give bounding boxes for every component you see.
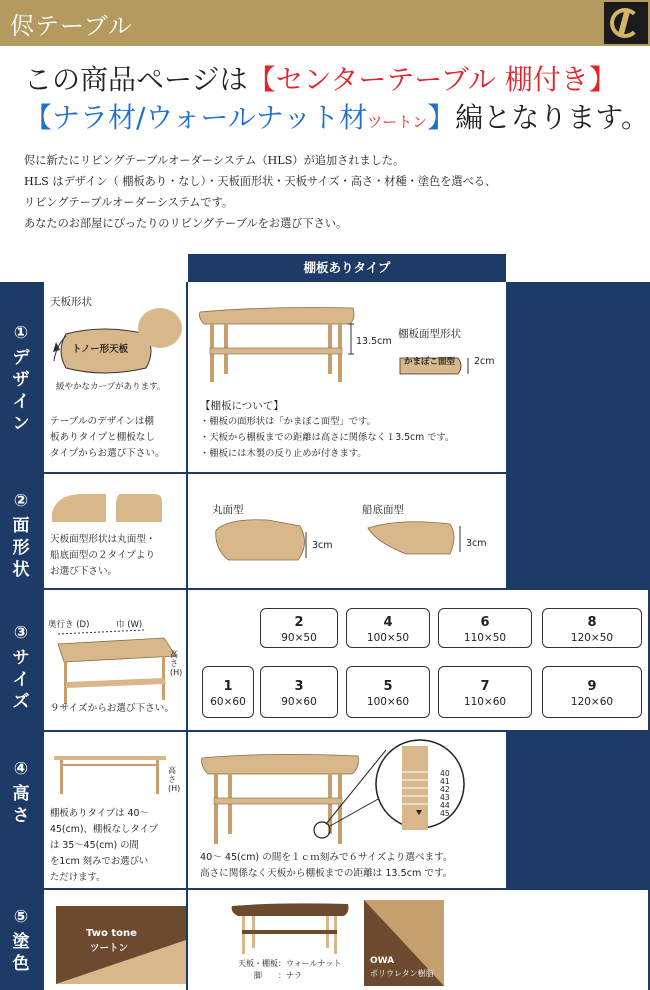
paint-caption-1: 天板・棚板：ウォールナット	[238, 959, 342, 968]
size-height-label: 高さ(H)	[170, 650, 183, 677]
edge-right-cell	[188, 474, 506, 588]
two-tone-table-illustration	[188, 894, 506, 958]
design-left-cell	[44, 282, 186, 472]
intro-text	[24, 150, 496, 234]
table-with-shelf-illustration	[188, 288, 506, 398]
owa-sub: ポリウレタン樹脂	[370, 969, 434, 978]
edge-detail-illustration	[188, 514, 506, 584]
paint-left-cell	[44, 890, 186, 990]
swatch-jp: ツートン	[90, 943, 129, 954]
title-prefix: この商品ページは	[24, 63, 248, 96]
size-option[interactable]: 4 100×50	[346, 608, 430, 648]
header-title: 侭テーブル	[10, 12, 133, 40]
shelf-about-list: ・棚板の面形状は「かまぼこ面型」です。 ・天板から棚板までの距離は高さに関係なく１3.5cm です。 ・棚板には木製の反り止めが付きます。	[200, 416, 455, 459]
boat-edge-dim: 3cm	[466, 538, 487, 549]
row-label-edge: ② 面 形 状	[12, 491, 30, 580]
boat-edge-title: 船底面型	[362, 504, 404, 516]
design-right-cell	[188, 282, 506, 472]
size-option[interactable]: 5 100×60	[346, 666, 430, 718]
depth-label: 奥行き (D)	[48, 620, 90, 630]
brand-logo-icon[interactable]	[604, 2, 648, 44]
intro-line: 侭に新たにリビングテーブルオーダーシステム（HLS）が追加されました。	[24, 154, 405, 167]
size-option[interactable]: 6 110×50	[438, 608, 532, 648]
height-table-illustration	[188, 738, 506, 848]
edge-left-cell	[44, 474, 186, 588]
shelf-about-title: 【棚板について】	[200, 400, 284, 412]
size-option[interactable]: 2 90×50	[260, 608, 338, 648]
round-edge-title: 丸面型	[212, 504, 244, 516]
size-left-cell	[44, 590, 186, 730]
design-desc: テーブルのデザインは棚 板ありタイプと棚板なし タイプからお選び下さい。	[50, 416, 165, 459]
title-bracket: 】	[427, 101, 456, 134]
shelf-edge-name: かまぼこ面型	[404, 357, 456, 367]
page-title-line1	[24, 58, 617, 98]
round-edge-dim: 3cm	[312, 540, 333, 551]
shape-name: トノー形天板	[72, 344, 129, 355]
title-suffix: 編となります。	[455, 101, 649, 134]
row-label-design: ① デ ザ イ ン	[12, 323, 30, 434]
header-bar	[0, 0, 650, 46]
shelf-distance: 13.5cm	[356, 336, 392, 347]
height-desc: 棚板ありタイプは 40～ 45(cm)、棚板なしタイプ は 35～45(cm) の間 を1cm 刻みでお選びい ただけます。	[50, 808, 159, 883]
intro-line: あなたのお部屋にぴったりのリビングテーブルをお選び下さい。	[24, 217, 348, 230]
size-option[interactable]: 3 90×60	[260, 666, 338, 718]
row-label-size: ③ サ イ ズ	[12, 623, 30, 712]
size-option[interactable]: 9 120×60	[542, 666, 642, 718]
shape-title: 天板形状	[50, 296, 92, 308]
edge-desc: 天板面型形状は丸面型・ 船底面型の２タイプより お選び下さい。	[50, 534, 156, 577]
swatch-en: Two tone	[86, 928, 137, 939]
intro-line: HLS はデザイン（ 棚板あり・なし）・天板面形状・天板サイズ・高さ・材種・塗色を選べる、	[24, 175, 497, 188]
curve-note: 緩やかなカーブがあります。	[56, 382, 166, 392]
title-material: 【ナラ材/ウォールナット材	[24, 101, 368, 134]
size-option[interactable]: 1 60×60	[202, 666, 254, 718]
title-product-name: 【センターテーブル 棚付き】	[247, 63, 617, 96]
shelf-edge-title: 棚板面型形状	[398, 328, 461, 340]
height-label: 高さ(H)	[168, 766, 181, 793]
row-label-paint: ⑤ 塗 色	[12, 907, 30, 974]
size-option[interactable]: 7 110×60	[438, 666, 532, 718]
size-right-cell	[188, 590, 648, 730]
title-two-tone: ツートン	[367, 113, 428, 131]
intro-line: リビングテーブルオーダーシステムです。	[24, 196, 234, 209]
paint-right-cell	[188, 890, 648, 990]
width-label: 巾 (W)	[116, 620, 143, 630]
size-option[interactable]: 8 120×50	[542, 608, 642, 648]
row-label-height: ④ 高 さ	[12, 759, 30, 826]
type-header: 棚板ありタイプ	[188, 254, 506, 282]
height-scale: 40 41 42 43 44 45	[440, 769, 450, 818]
edge-shapes-illustration	[44, 488, 186, 528]
paint-caption-2: 脚 ：ナラ	[254, 971, 302, 980]
shelf-thickness: 2cm	[474, 356, 495, 367]
page-title-line2	[24, 96, 649, 136]
height-illustration	[44, 750, 186, 800]
size-illustration	[44, 628, 186, 708]
height-note: 40～ 45(cm) の間を１ｃｍ刻みで６サイズより選べます。 高さに関係なく天板から棚板までの距離は 13.5cm です。	[200, 852, 453, 879]
height-left-cell	[44, 732, 186, 888]
height-right-cell	[188, 732, 506, 888]
size-desc: ９サイズからお選び下さい。	[50, 703, 174, 714]
owa-label: OWA	[370, 956, 395, 966]
